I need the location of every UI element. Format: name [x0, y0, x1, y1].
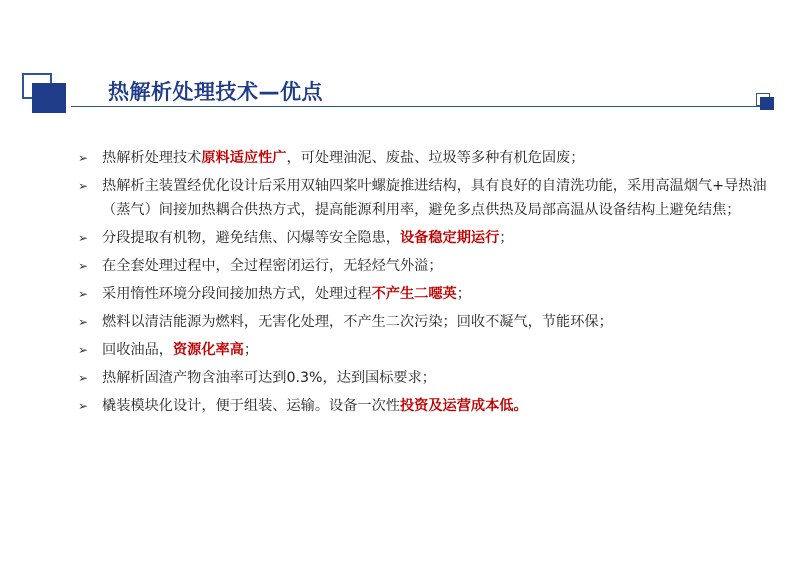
slide-title: 热解析处理技术—优点: [108, 80, 323, 104]
arrow-bullet-icon: ➢: [78, 371, 89, 385]
filled-square-shape: [32, 83, 66, 113]
bullet-text: 橇装模块化设计，便于组装、运输。设备一次性: [102, 398, 400, 414]
slide-header: [0, 0, 800, 120]
arrow-bullet-icon: ➢: [78, 151, 89, 165]
bullet-text: 热解析固渣产物含油率可达到0.3%，达到国标要求；: [102, 370, 436, 386]
highlight-text: 投资及运营成本低。: [399, 398, 528, 414]
bullet-text: 回收油品，: [102, 342, 173, 358]
arrow-bullet-icon: ➢: [78, 259, 89, 273]
arrow-bullet-icon: ➢: [78, 315, 89, 329]
bullet-item: [78, 338, 768, 362]
arrow-bullet-icon: ➢: [78, 399, 89, 413]
header-decoration-squares: [22, 73, 70, 113]
arrow-bullet-icon: ➢: [78, 231, 89, 245]
corner-decoration-squares: [756, 93, 776, 113]
arrow-bullet-icon: ➢: [78, 343, 89, 357]
bullet-item: [78, 146, 768, 170]
arrow-bullet-icon: ➢: [78, 179, 89, 193]
bullet-item: [78, 254, 768, 278]
highlight-text: 设备稳定期运行: [399, 230, 500, 246]
highlight-text: 资源化率高: [172, 342, 244, 358]
bullet-item: [78, 310, 768, 334]
bullet-item: [78, 394, 768, 418]
bullet-item: [78, 174, 768, 222]
bullet-text: 分段提取有机物，避免结焦、闪爆等安全隐患，: [102, 230, 400, 246]
bullet-text-tail: ；: [243, 342, 259, 358]
title-underline: [71, 106, 771, 107]
advantages-list: [78, 146, 768, 422]
bullet-text: 在全套处理过程中，全过程密闭运行，无轻烃气外溢；: [102, 258, 443, 274]
bullet-item: [78, 282, 768, 306]
bullet-text-tail: ；: [499, 230, 514, 246]
arrow-bullet-icon: ➢: [78, 287, 89, 301]
bullet-text-tail: ；: [456, 286, 471, 302]
highlight-text: 原料适应性广: [201, 150, 287, 166]
highlight-text: 不产生二噁英: [371, 286, 457, 302]
bullet-text: 燃料以清洁能源为燃料，无害化处理，不产生二次污染；回收不凝气，节能环保；: [102, 314, 613, 330]
filled-square-small-shape: [760, 97, 774, 110]
bullet-text: 热解析处理技术: [102, 150, 202, 166]
bullet-text: 热解析主装置经优化设计后采用双轴四桨叶螺旋推进结构，具有良好的自清洗功能，采用高温烟气+导热油（蒸气）间接加热耦合供热方式，提高能源利用率，避免多点供热及局部高温从设备结构上避免结焦；: [102, 178, 767, 218]
bullet-item: [78, 226, 768, 250]
bullet-item: [78, 366, 768, 390]
bullet-text: 采用惰性环境分段间接加热方式，处理过程: [102, 286, 372, 302]
bullet-text-tail: ，可处理油泥、废盐、垃圾等多种有机危固废；: [286, 150, 585, 166]
